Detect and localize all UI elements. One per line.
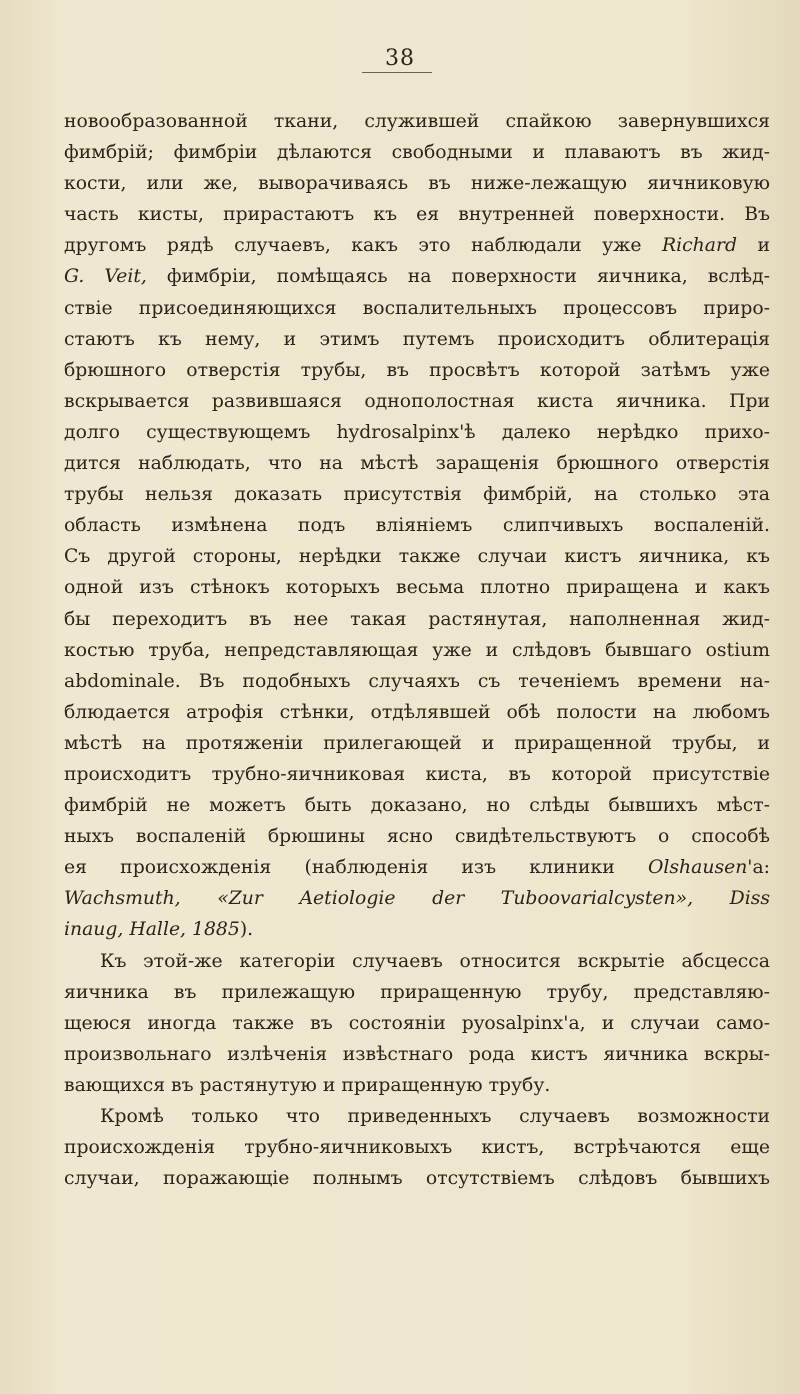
italic-text-segment: G. Veit, (64, 266, 147, 288)
text-segment: блюдается атрофія стѣнки, отдѣлявшей обѣ полости на любомъ (64, 701, 770, 723)
page-number-underline (362, 72, 432, 73)
text-line (64, 479, 770, 510)
text-segment: трубы нельзя доказать присутствія фимбрій, на столько эта (64, 484, 770, 506)
text-segment: abdominale. Въ подобныхъ случаяхъ съ теченіемъ времени на- (64, 670, 770, 692)
text-line (64, 946, 770, 977)
body-text (64, 106, 770, 1194)
text-segment: стаютъ къ нему, и этимъ путемъ происходитъ облитерація (64, 328, 770, 350)
text-line (64, 106, 770, 137)
italic-text-segment: inaug, Halle, 1885 (64, 919, 240, 941)
text-segment: новообразованной ткани, служившей спайкою завернувшихся (64, 111, 770, 132)
text-line (64, 852, 770, 883)
text-segment: ея происхожденія (наблюденія изъ клиники (64, 857, 649, 879)
text-line (64, 510, 770, 541)
text-line (64, 541, 770, 572)
text-line (64, 199, 770, 230)
text-segment: Къ этой-же категоріи случаевъ относится вскрытіе абсцесса (100, 950, 770, 972)
text-line (64, 728, 770, 759)
text-segment: вскрывается развившаяся однополостная киста яичника. При (64, 390, 770, 412)
text-segment: ныхъ воспаленій брюшины ясно свидѣтельствуютъ о способѣ (64, 826, 770, 848)
italic-text-segment: Richard (662, 235, 737, 257)
text-line (64, 386, 770, 417)
text-line (64, 914, 770, 945)
text-line (64, 1101, 770, 1132)
text-line (64, 137, 770, 168)
text-line (64, 635, 770, 666)
text-line (64, 230, 770, 261)
text-segment: яичника въ прилежащую приращенную трубу, представляю- (64, 981, 770, 1003)
text-segment: случаи, поражающіе полнымъ отсутствіемъ слѣдовъ бывшихъ (64, 1168, 770, 1190)
text-line (64, 448, 770, 479)
text-line (64, 324, 770, 355)
text-segment: происходитъ трубно-яичниковая киста, въ которой присутствіе (64, 763, 770, 785)
text-segment: щеюся иногда также въ состояніи pyosalpinx'а, и случаи само- (64, 1012, 770, 1034)
text-segment: область измѣнена подъ вліяніемъ слипчивыхъ воспаленій. (64, 515, 770, 537)
text-segment: фимбрій; фимбріи дѣлаются свободными и плаваютъ въ жид- (64, 142, 770, 164)
text-line (64, 1132, 770, 1163)
italic-text-segment: Olshausen (648, 857, 748, 879)
text-line (64, 417, 770, 448)
text-segment: костью труба, непредставляющая уже и слѣдовъ бывшаго ostium (64, 639, 770, 661)
text-line (64, 759, 770, 790)
text-segment: 'а: (747, 857, 770, 879)
text-line (64, 1163, 770, 1194)
text-segment: ). (239, 919, 254, 941)
text-segment: бы переходитъ въ нее такая растянутая, наполненная жид- (64, 608, 770, 630)
text-line (64, 604, 770, 635)
text-segment: ствіе присоединяющихся воспалительныхъ процессовъ приро- (64, 297, 770, 319)
page-number: 38 (385, 46, 415, 71)
text-line (64, 168, 770, 199)
text-line (64, 355, 770, 386)
text-segment: кости, или же, выворачиваясь въ ниже-лежащую яичниковую (64, 173, 770, 195)
text-line (64, 821, 770, 852)
italic-text-segment: Wachsmuth, «Zur Aetiologie der Tuboovarialcysten», Diss (64, 888, 770, 910)
text-segment: мѣстѣ на протяженіи прилегающей и приращенной трубы, и (64, 732, 770, 754)
text-segment: вающихся въ растянутую и приращенную трубу. (64, 1074, 551, 1096)
text-line (64, 293, 770, 324)
text-segment: фимбріи, помѣщаясь на поверхности яичника, вслѣд- (146, 266, 770, 288)
text-line (64, 572, 770, 603)
text-segment: дится наблюдать, что на мѣстѣ заращенія брюшного отверстія (64, 453, 770, 475)
text-segment: произвольнаго излѣченія извѣстнаго рода кистъ яичника вскры- (64, 1043, 770, 1065)
text-segment: происхожденія трубно-яичниковыхъ кистъ, встрѣчаются еще (64, 1137, 770, 1159)
text-line (64, 697, 770, 728)
text-line (64, 666, 770, 697)
text-segment: другомъ рядѣ случаевъ, какъ это наблюдали уже (64, 235, 663, 257)
text-segment: и (736, 235, 770, 257)
text-line (64, 790, 770, 821)
text-segment: часть кисты, прирастаютъ къ ея внутренней поверхности. Въ (64, 204, 770, 226)
text-segment: Съ другой стороны, нерѣдки также случаи кистъ яичника, къ (64, 546, 770, 568)
text-segment: долго существующемъ hydrosalpinx'ѣ далеко нерѣдко прихо- (64, 421, 770, 443)
text-line (64, 261, 770, 292)
text-line (64, 1070, 770, 1101)
text-line (64, 1008, 770, 1039)
text-line (64, 1039, 770, 1070)
text-line (64, 883, 770, 914)
text-segment: фимбрій не можетъ быть доказано, но слѣды бывшихъ мѣст- (64, 795, 770, 817)
text-segment: одной изъ стѣнокъ которыхъ весьма плотно приращена и какъ (64, 577, 770, 599)
text-segment: Кромѣ только что приведенныхъ случаевъ возможности (100, 1106, 770, 1127)
text-segment: брюшного отверстія трубы, въ просвѣтъ которой затѣмъ уже (64, 359, 770, 381)
text-line (64, 977, 770, 1008)
